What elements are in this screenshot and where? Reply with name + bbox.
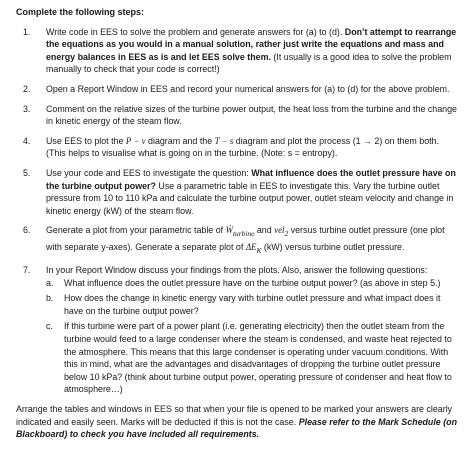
subquestion-letter: c.: [46, 321, 53, 332]
step-text: diagram and plot the process (1 → 2) on them both. (This helps to visualise what is going on in the turbine. (Note: s = entropy).: [46, 135, 440, 159]
step-text: Open a Report Window in EES and record your numerical answers for (a) to (d) for the above problem.: [46, 83, 450, 94]
closing-emphasis: Please refer to the Mark Schedule (on Blackboard) to check you have included all requirements.: [16, 416, 458, 440]
step-4: [16, 135, 458, 160]
subquestion-text: How does the change in kinetic energy vary with turbine outlet pressure and what impact does it have on the turbine output power?: [64, 293, 441, 316]
step-text: (It usually is a good idea to solve the problem manually to check that your code is correct!): [46, 51, 452, 75]
page-heading: Complete the following steps:: [16, 7, 145, 17]
step-number: 1.: [23, 26, 31, 37]
step-emphasis: What influence does the outlet pressure have on the turbine output power?: [46, 167, 456, 191]
subquestion-text: What influence does the outlet pressure have on the turbine output power? (as above in step 5.): [64, 277, 441, 288]
step-5: [16, 167, 458, 217]
pv-diagram-symbol: P − v: [125, 135, 146, 146]
subquestion-c: [46, 320, 458, 396]
step-number: 4.: [23, 135, 31, 146]
closing-paragraph: [16, 403, 458, 441]
step-2: [16, 83, 458, 96]
step-number: 6.: [23, 225, 31, 236]
subquestion-a: [46, 277, 458, 290]
subquestions-list: [46, 277, 458, 396]
step-text: Use your code and EES to investigate the question:: [46, 167, 249, 178]
step-1: [16, 26, 458, 76]
step-text: Use EES to plot the: [46, 135, 124, 146]
step-text: Comment on the relative sizes of the turbine power output, the heat loss from the turbine and the change in kinetic energy of the steam flow.: [46, 103, 457, 127]
step-6: [16, 224, 458, 257]
velocity-symbol: vel$_2$: [274, 225, 289, 239]
subquestion-b: [46, 292, 458, 317]
step-7: [16, 264, 458, 396]
step-emphasis: Don’t attempt to rearrange the equations as you would in a manual solution, rather just write the equations and mass and energy balances in EES as is and let EES solve them.: [46, 26, 457, 62]
subquestion-letter: b.: [46, 293, 54, 304]
subquestion-text: If this turbine were part of a power plant (i.e. generating electricity) then the outlet steam from the turbine would feed to a large condenser where the steam is condensed, and waste heat rejected to the atmosphere. This means that this large condenser is operating under vacuum conditions. With this in mind, what are the advantages and disadvantages of dropping the turbine outlet pressure below 10 kPa? (think about turbine output power, operating pressure of condenser and heat flow to atmosphere…): [64, 321, 452, 395]
turbine-power-symbol: Ẇ$_{turbine}$: [225, 225, 255, 239]
subquestion-letter: a.: [46, 277, 54, 288]
ts-diagram-symbol: T − s: [214, 135, 234, 146]
step-text: In your Report Window discuss your findings from the plots. Also, answer the following questions:: [46, 265, 428, 276]
step-text: diagram and the: [148, 135, 213, 146]
step-text: versus turbine outlet pressure (one plot with separate y-axes). Generate a separate plot of: [46, 225, 445, 252]
step-3: [16, 103, 458, 128]
step-text: Use a parametric table in EES to investigate this. Vary the turbine outlet pressure from 10 to 110 kPa and calculate the turbine output power, outlet steam velocity and change in kinetic energy (kW) of the steam flow.: [46, 180, 454, 216]
step-text: (kW) versus turbine outlet pressure.: [263, 241, 405, 252]
step-number: 3.: [23, 103, 31, 114]
step-text: and: [256, 225, 272, 236]
step-text: Generate a plot from your parametric table of: [46, 225, 224, 236]
kinetic-energy-symbol: $\Delta E_K$: [245, 241, 262, 255]
step-number: 5.: [23, 167, 31, 178]
steps-list: [16, 26, 458, 396]
step-number: 7.: [23, 265, 31, 276]
closing-text: Arrange the tables and windows in EES so that when your file is opened to be marked your answers are clearly indicated and easily seen. Marks will be deducted if this is not the case.: [16, 404, 453, 427]
step-number: 2.: [23, 83, 31, 94]
step-text: Write code in EES to solve the problem and generate answers for (a) to (d).: [46, 26, 343, 37]
